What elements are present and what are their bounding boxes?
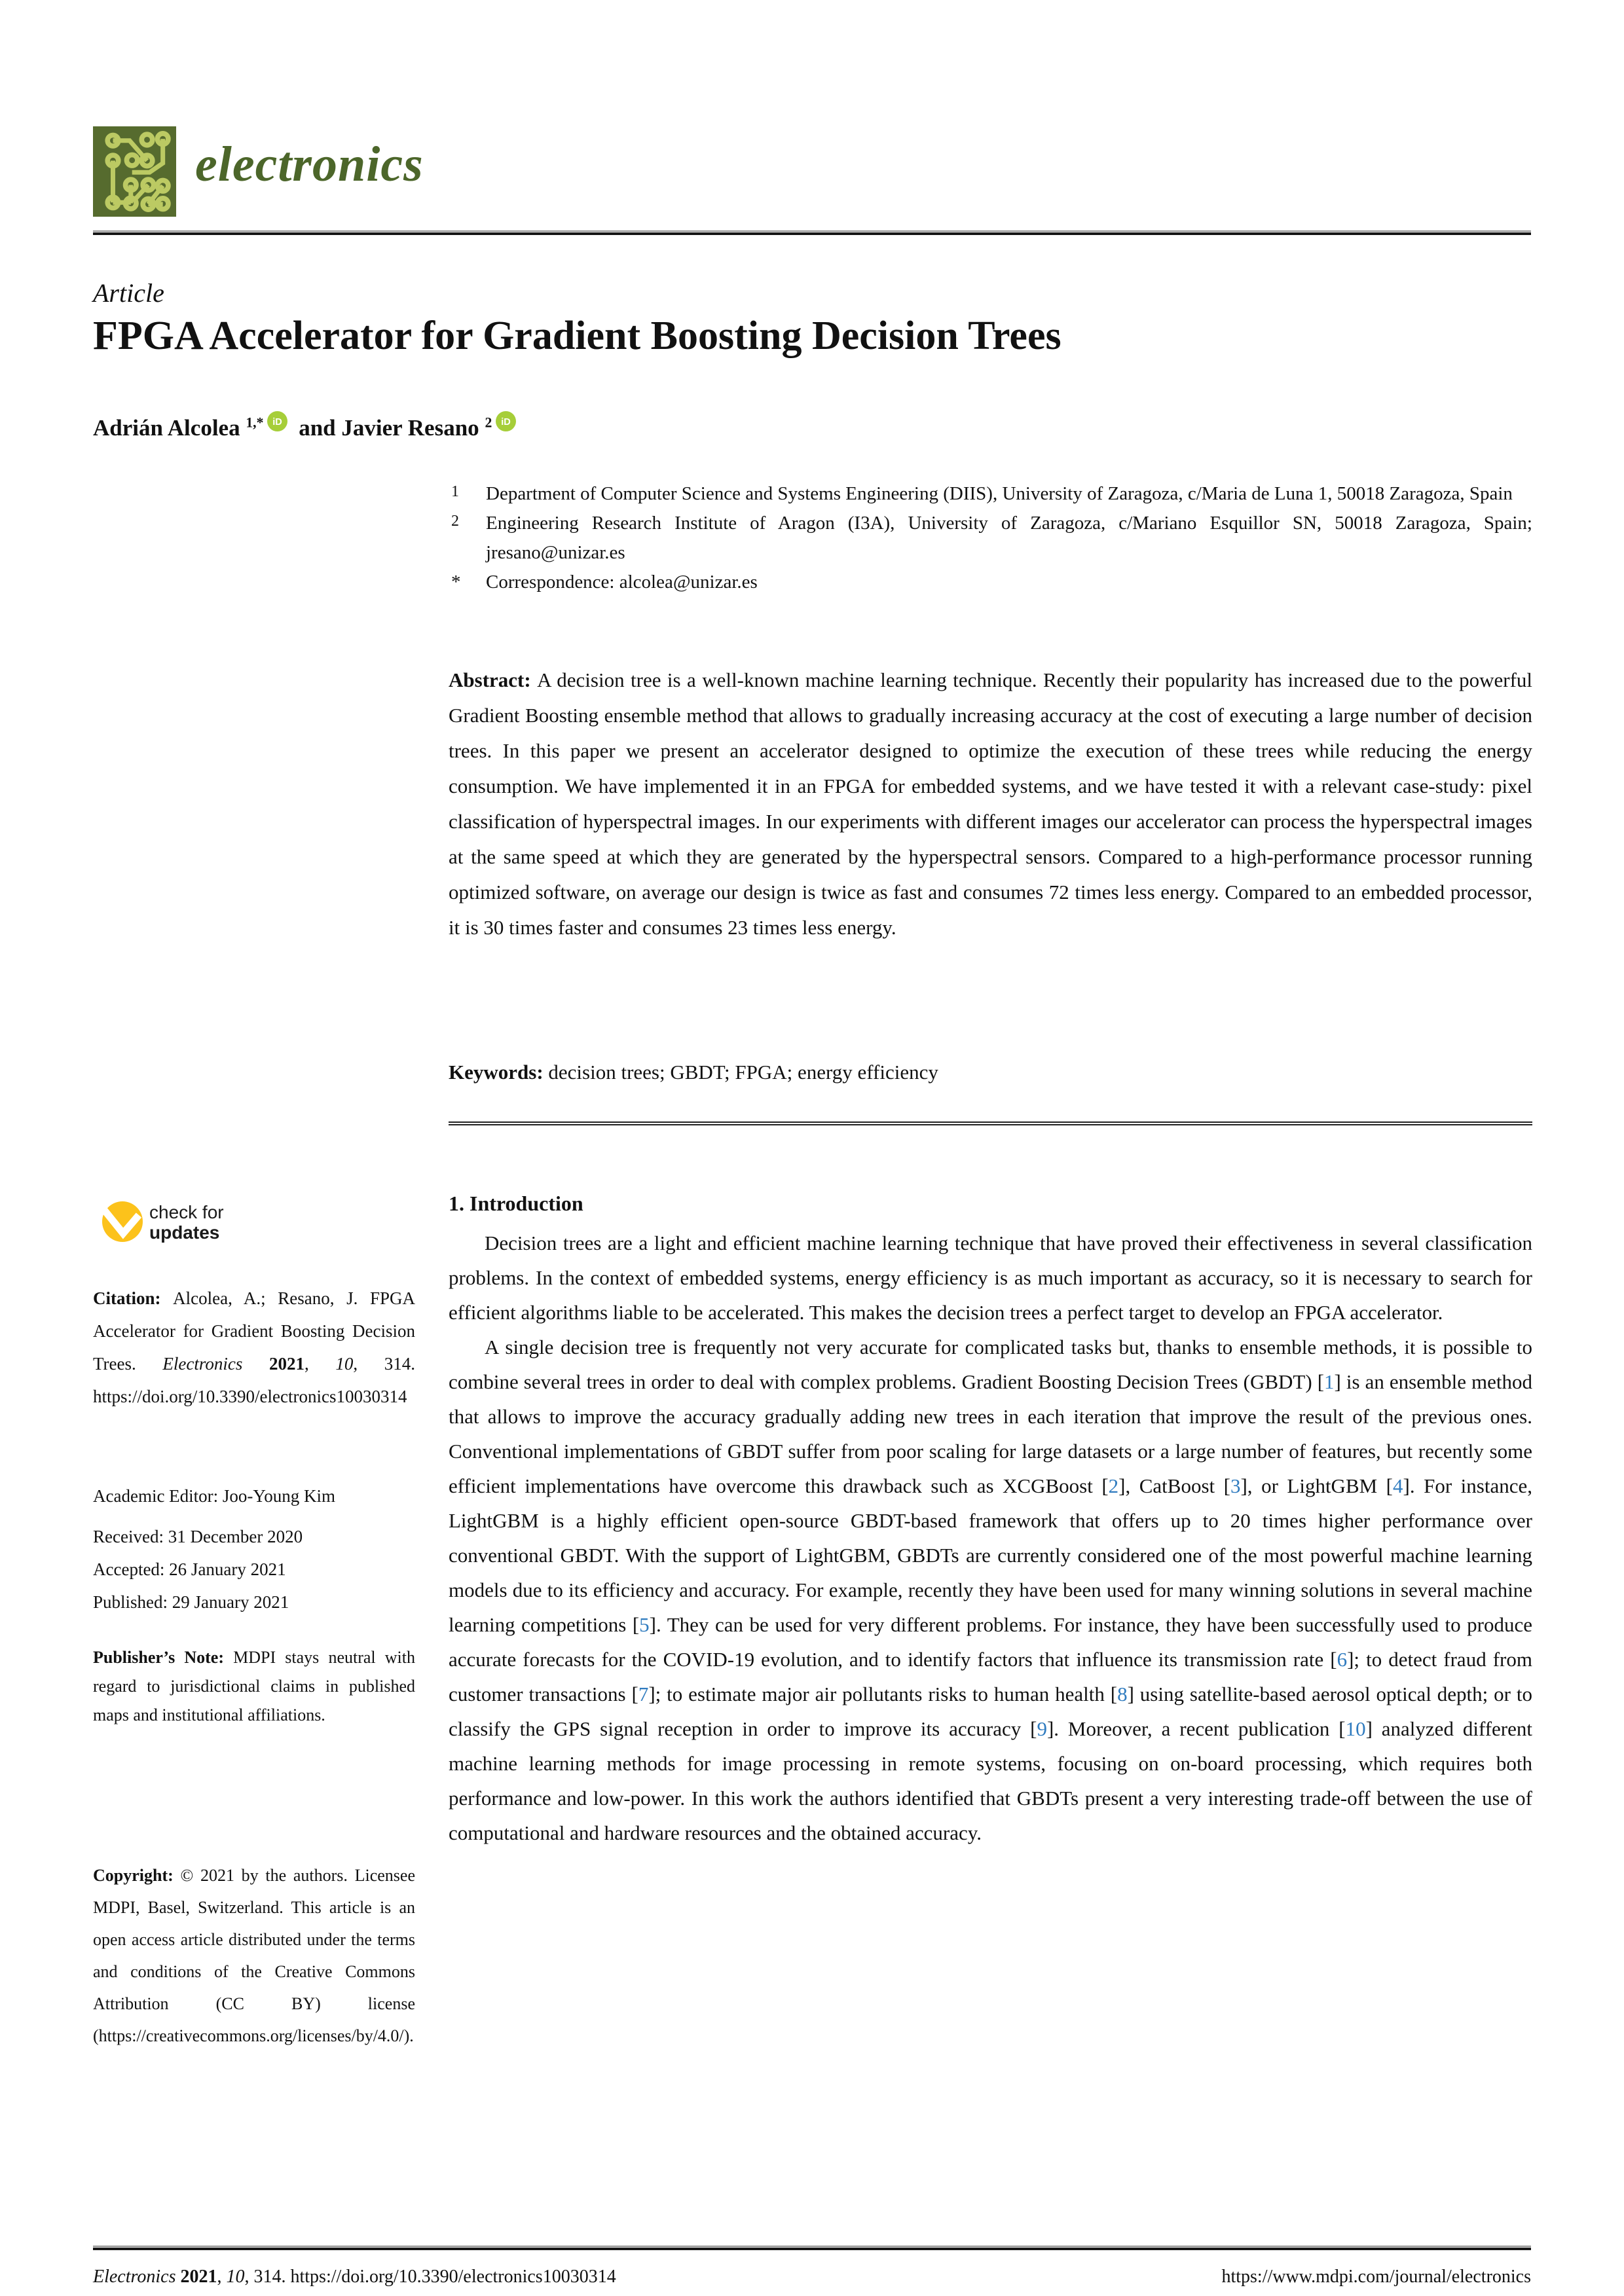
reference-link[interactable]: 10 (1345, 1717, 1366, 1740)
text-segment: ], or LightGBM [ (1240, 1474, 1393, 1497)
orcid-icon[interactable] (267, 411, 287, 431)
text-segment: ]; to detect fraud from customer transactions [ (449, 1648, 1532, 1705)
orcid-icon[interactable] (496, 411, 516, 431)
text-segment: decision trees; GBDT; FPGA; energy efficiency (548, 1061, 938, 1084)
text-segment: , (217, 2267, 227, 2287)
text-segment: ], CatBoost [ (1118, 1474, 1230, 1497)
header-divider (93, 230, 1531, 235)
text-segment: 2021 (268, 1354, 304, 1374)
affiliation-marker: 1 (451, 483, 459, 500)
svg-text:iD: iD (272, 416, 283, 428)
text-segment: Publisher’s Note: (93, 1648, 234, 1667)
text-segment: ]. They can be used for very different problems. For instance, they have been successfully used to produce accurate forecasts for the COVID-19 evolution, and to identify factors that influence its transmission rate [ (449, 1613, 1532, 1671)
circuit-logo-icon (93, 126, 176, 217)
introduction-body (449, 1226, 1532, 1850)
received-date: Received: 31 December 2020 (93, 1527, 303, 1546)
reference-link[interactable]: 5 (639, 1613, 650, 1636)
text-segment: Copyright: (93, 1866, 181, 1885)
publisher-note (93, 1643, 415, 1730)
correspondence-line (449, 568, 1532, 597)
accepted-date: Accepted: 26 January 2021 (93, 1559, 286, 1579)
reference-link[interactable]: 6 (1337, 1648, 1348, 1671)
text-segment: ] analyzed different machine learning methods for image processing in remote systems, focusing on on-board processing, which requires both performance and low-power. In this work the authors identified that GBDTs present a very interesting trade-off between the use of computational and hardware resources and the obtained accuracy. (449, 1717, 1533, 1844)
reference-link[interactable]: 7 (638, 1683, 649, 1705)
published-date: Published: 29 January 2021 (93, 1592, 289, 1612)
text-segment: A decision tree is a well-known machine learning technique. Recently their popularity has increased due to the powerful Gradient Boosting ensemble method that allows to gradually increasing accuracy at the cost of executing a large number of decision trees. In this paper we present an accelerator designed to optimize the execution of these trees while reducing the energy consumption. We have implemented it in an FPGA for embedded systems, and we have tested it with a relevant case-study: pixel classification of hyperspectral images. In our experiments with different images our accelerator can process the hyperspectral images at the same speed at which they are generated by the hyperspectral sensors. Compared to a high-performance processor running optimized software, on average our design is twice as fast and consumes 72 times less energy. Compared to an embedded processor, it is 30 times faster and consumes 23 times less energy. (449, 668, 1533, 939)
text-segment: Keywords: (449, 1061, 549, 1084)
crossmark-check-icon (101, 1201, 143, 1243)
intro-paragraph-2 (449, 1330, 1532, 1850)
check-for-updates-button[interactable] (93, 1201, 415, 1244)
text-segment: Electronics (162, 1354, 269, 1374)
text-segment: 10 (226, 2267, 245, 2287)
correspondence-text: Correspondence: alcolea@unizar.es (486, 572, 758, 592)
text-segment: 2 (485, 414, 492, 431)
svg-text:iD: iD (501, 416, 511, 428)
text-segment: Adrián Alcolea (93, 415, 246, 441)
author-line (93, 411, 521, 441)
footer-journal-url: https://www.mdpi.com/journal/electronics (1221, 2267, 1531, 2287)
abstract (449, 663, 1532, 945)
page-footer (93, 2267, 1531, 2287)
text-segment: Alcolea, A.; Resano, J. FPGA Accelerator for Gradient Boosting Decision Trees. (93, 1288, 416, 1374)
copyright-notice (93, 1859, 415, 2052)
article-type-label: Article (93, 278, 164, 308)
reference-link[interactable]: 2 (1108, 1474, 1119, 1497)
text-segment: Abstract: (449, 668, 538, 691)
text-segment: ] using satellite-based aerosol optical depth; or to classify the GPS signal reception in order to improve its accuracy [ (449, 1683, 1532, 1740)
intro-paragraph-1 (449, 1226, 1532, 1330)
keywords (449, 1061, 1532, 1084)
footer-journal-reference (93, 2267, 616, 2287)
author-1 (93, 415, 263, 441)
page-title: FPGA Accelerator for Gradient Boosting Decision Trees (93, 314, 1061, 358)
footer-divider (93, 2246, 1531, 2250)
text-segment: ]; to estimate major air pollutants risks to human health [ (648, 1683, 1118, 1705)
academic-editor-line: Academic Editor: Joo-Young Kim (93, 1486, 335, 1506)
affiliation-2 (449, 509, 1532, 568)
text-segment: ] is an ensemble method that allows to improve the accuracy gradually adding new trees in each iteration that improve the result of the previous ones. Conventional implementations of GBDT suffer from poor scaling for large datasets or a large number of features, but recently some efficient implementations have overcome this drawback such as XCGBoost [ (449, 1370, 1532, 1497)
reference-link[interactable]: 9 (1037, 1717, 1047, 1740)
reference-link[interactable]: 4 (1393, 1474, 1403, 1497)
citation-block (93, 1282, 415, 1413)
reference-link[interactable]: 8 (1117, 1683, 1128, 1705)
text-segment: 1,* (246, 414, 264, 431)
history-dates (93, 1520, 415, 1618)
text-segment: ]. For instance, LightGBM is a highly efficient open-source GBDT-based framework that offers up to 20 times higher performance over conventional GBDT. With the support of LightGBM, GBDTs are currently considered one of the most powerful machine learning models due to its efficiency and accuracy. For example, recently they have been used for many winning solutions in several machine learning competitions [ (449, 1474, 1532, 1636)
text-segment: MDPI stays neutral with regard to jurisdictional claims in published maps and institutional affiliations. (93, 1648, 415, 1724)
section-heading-introduction: 1. Introduction (449, 1192, 583, 1215)
text-segment: A single decision tree is frequently not very accurate for complicated tasks but, thanks to ensemble methods, it is possible to combine several trees in order to deal with complex problems. Gradient Boosting Decision Trees (GBDT) [ (449, 1336, 1532, 1393)
text-segment: 10 (335, 1354, 354, 1374)
affiliation-marker: 2 (451, 513, 459, 530)
text-segment: © 2021 by the authors. Licensee MDPI, Basel, Switzerland. This article is an open access article distributed under the terms and conditions of the Creative Commons Attribution (CC BY) license (https://creativecommons.org/licenses/by/4.0/). (93, 1866, 415, 2045)
text-segment: and Javier Resano (293, 415, 485, 441)
affiliations (449, 479, 1532, 597)
text-segment: ]. Moreover, a recent publication [ (1046, 1717, 1346, 1740)
text-segment: Decision trees are a light and efficient machine learning technique that have proved their effectiveness in several classification problems. In the context of embedded systems, energy efficiency is as much important as accuracy, so it is necessary to search for efficient algorithms liable to be accelerated. This makes the decision trees a perfect target to develop an FPGA accelerator. (449, 1231, 1532, 1324)
correspondence-marker: * (451, 572, 461, 592)
text-segment: , 314. https://doi.org/10.3390/electronics10030314 (244, 2267, 616, 2287)
text-segment: 2021 (180, 2267, 217, 2287)
reference-link[interactable]: 3 (1230, 1474, 1241, 1497)
journal-logo (93, 126, 176, 217)
check-for-updates-label: check for updates (149, 1202, 224, 1243)
text-segment: , 314. https://doi.org/10.3390/electronics10030314 (93, 1354, 416, 1406)
affiliation-text: Engineering Research Institute of Aragon (I3A), University of Zaragoza, c/Mariano Esquillor SN, 50018 Zaragoza, Spain; jresano@unizar.es (486, 513, 1532, 563)
keywords-divider (449, 1121, 1532, 1125)
affiliation-1 (449, 479, 1532, 509)
reference-link[interactable]: 1 (1324, 1370, 1335, 1393)
text-segment: , (304, 1354, 336, 1374)
journal-name: electronics (195, 137, 424, 192)
text-segment: Citation: (93, 1288, 174, 1308)
author-2 (293, 415, 492, 441)
affiliation-text: Department of Computer Science and Systems Engineering (DIIS), University of Zaragoza, c/Maria de Luna 1, 50018 Zaragoza, Spain (486, 483, 1513, 504)
text-segment: Electronics (93, 2267, 181, 2287)
